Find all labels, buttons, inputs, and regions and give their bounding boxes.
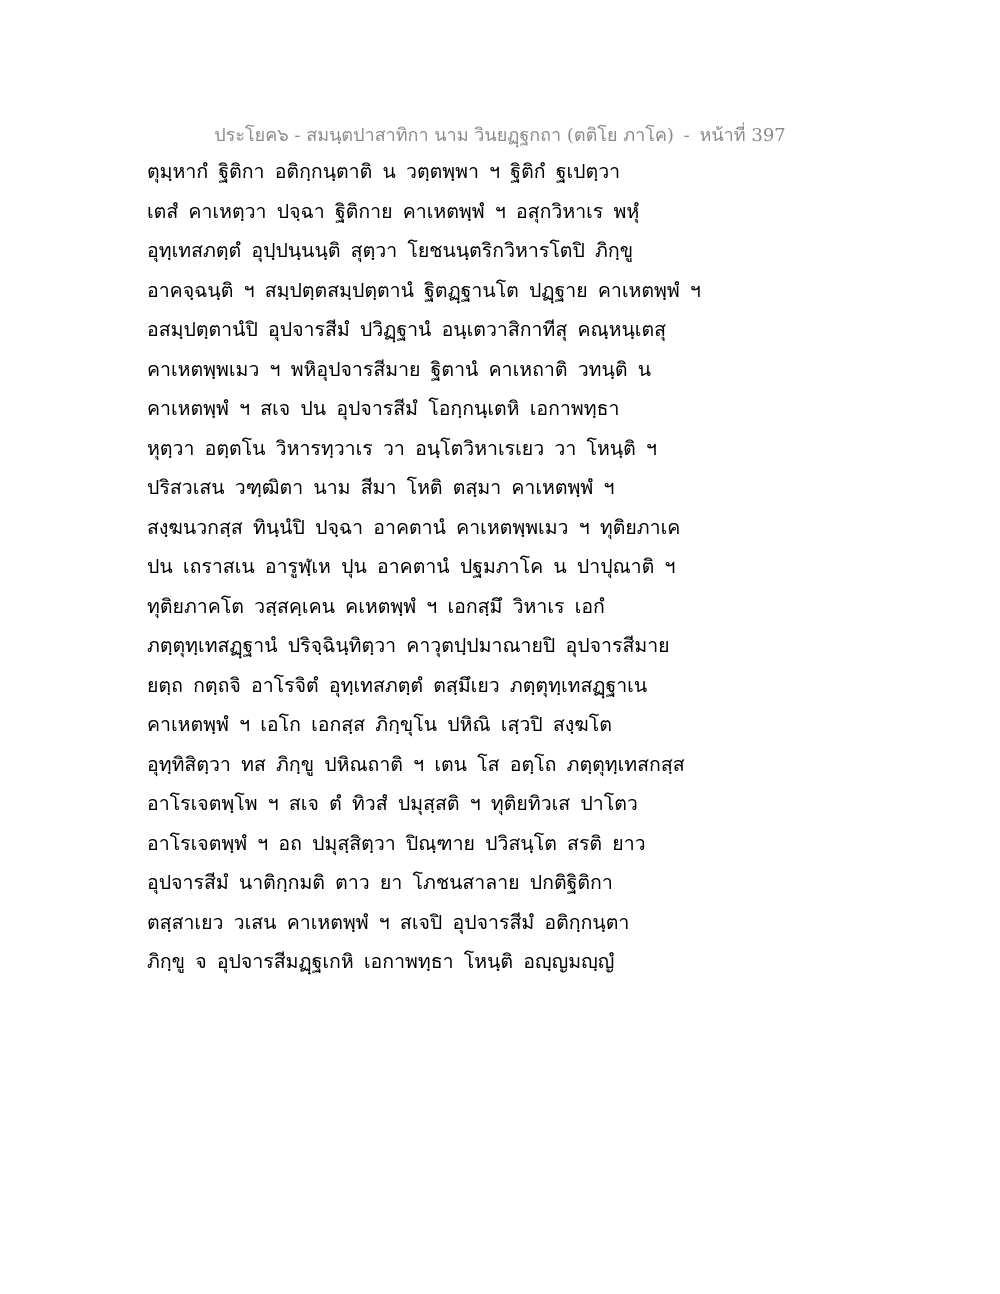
text-line: ตุมฺหากํ ฐิติกา อติกฺกนฺตาติ น วตฺตพฺพา ฯ ฐิติกํ ฐเปตฺวา	[147, 160, 621, 183]
text-line: ภตฺตุทฺเทสฏฺฐานํ ปริจฺฉินฺทิตฺวา คาวุตปฺปมาณายปิ อุปจารสีมาย	[147, 634, 670, 657]
text-line: คาเหตพฺพํ ฯ เอโก เอกสฺส ภิกฺขุโน ปหิณิ เสฺวปิ สงฺฆโต	[147, 713, 612, 736]
text-line: ตสฺสาเยว วเสน คาเหตพฺพํ ฯ สเจปิ อุปจารสีมํ อติกฺกนฺตา	[147, 910, 630, 934]
text-line: อาโรเจตพฺพํ ฯ อถ ปมุสฺสิตฺวา ปิณฺฑาย ปวิสนฺโต สรติ ยาว	[147, 831, 646, 855]
page-header	[0, 120, 1000, 149]
text-line: ภิกฺขู จ อุปจารสีมฏฺฐเกหิ เอกาพทฺธา โหนฺติ อญฺญมญฺญํ	[147, 950, 615, 973]
header-separator: -	[683, 125, 690, 146]
text-line: อุปจารสีมํ นาติกฺกมติ ตาว ยา โภชนสาลาย ปกติฐิติกา	[147, 871, 613, 894]
text-line: เตสํ คาเหตฺวา ปจฺฉา ฐิติกาย คาเหตพฺพํ ฯ อสุกวิหาเร พหุํ	[147, 199, 640, 223]
text-line: ปน เถราสเน อารูฬฺเห ปุน อาคตานํ ปฐมภาโค น ปาปุณาติ ฯ	[147, 555, 676, 578]
text-line: อาโรเจตพฺโพ ฯ สเจ ตํ ทิวสํ ปมุสฺสติ ฯ ทุติยทิวเส ปาโตว	[147, 792, 638, 815]
text-line: สงฺฆนวกสฺส ทินฺนํปิ ปจฺฉา อาคตานํ คาเหตพฺพเมว ฯ ทุติยภาเค	[147, 515, 681, 539]
page-number: หน้าที่ 397	[699, 125, 786, 146]
body-text	[147, 152, 707, 982]
text-line: ปริสวเสน วฑฺฒิตา นาม สีมา โหติ ตสฺมา คาเหตพฺพํ ฯ	[147, 476, 615, 499]
text-line: อาคจฺฉนฺติ ฯ สมฺปตฺตสมฺปตฺตานํ ฐิตฏฺฐานโต ปฏฺฐาย คาเหตพฺพํ ฯ	[147, 278, 701, 302]
text-line: อสมฺปตฺตานํปิ อุปจารสีมํ ปวิฏฺฐานํ อนฺเตวาสิกาทีสุ คณฺหนฺเตสุ	[147, 318, 667, 341]
text-line: คาเหตพฺพํ ฯ สเจ ปน อุปจารสีมํ โอกฺกนฺเตหิ เอกาพทฺธา	[147, 397, 620, 420]
text-line: อุทฺเทสภตฺตํ อุปฺปนฺนนฺติ สุตฺวา โยชนนฺตริกวิหารโตปิ ภิกฺขู	[147, 239, 634, 262]
running-title: ประโยค๖ - สมนฺตปาสาทิกา นาม วินยฏฺฐกถา (ตติโย ภาโค)	[214, 125, 674, 146]
text-line: คาเหตพฺพเมว ฯ พหิอุปจารสีมาย ฐิตานํ คาเหถาติ วทนฺติ น	[147, 357, 652, 381]
text-line: หุตฺวา อตฺตโน วิหารทฺวาเร วา อนฺโตวิหาเรเยว วา โหนฺติ ฯ	[147, 436, 657, 460]
text-line: อุทฺทิสิตฺวา ทส ภิกฺขู ปหิณถาติ ฯ เตน โส อตฺโถ ภตฺตุทฺเทสกสฺส	[147, 752, 685, 776]
text-line: ยตฺถ กตฺถจิ อาโรจิตํ อุทฺเทสภตฺตํ ตสฺมึเยว ภตฺตุทฺเทสฏฺฐาเน	[147, 673, 648, 697]
text-line: ทุติยภาคโต วสฺสคฺเคน คเหตพฺพํ ฯ เอกสฺมึ วิหาเร เอกํ	[147, 594, 605, 618]
